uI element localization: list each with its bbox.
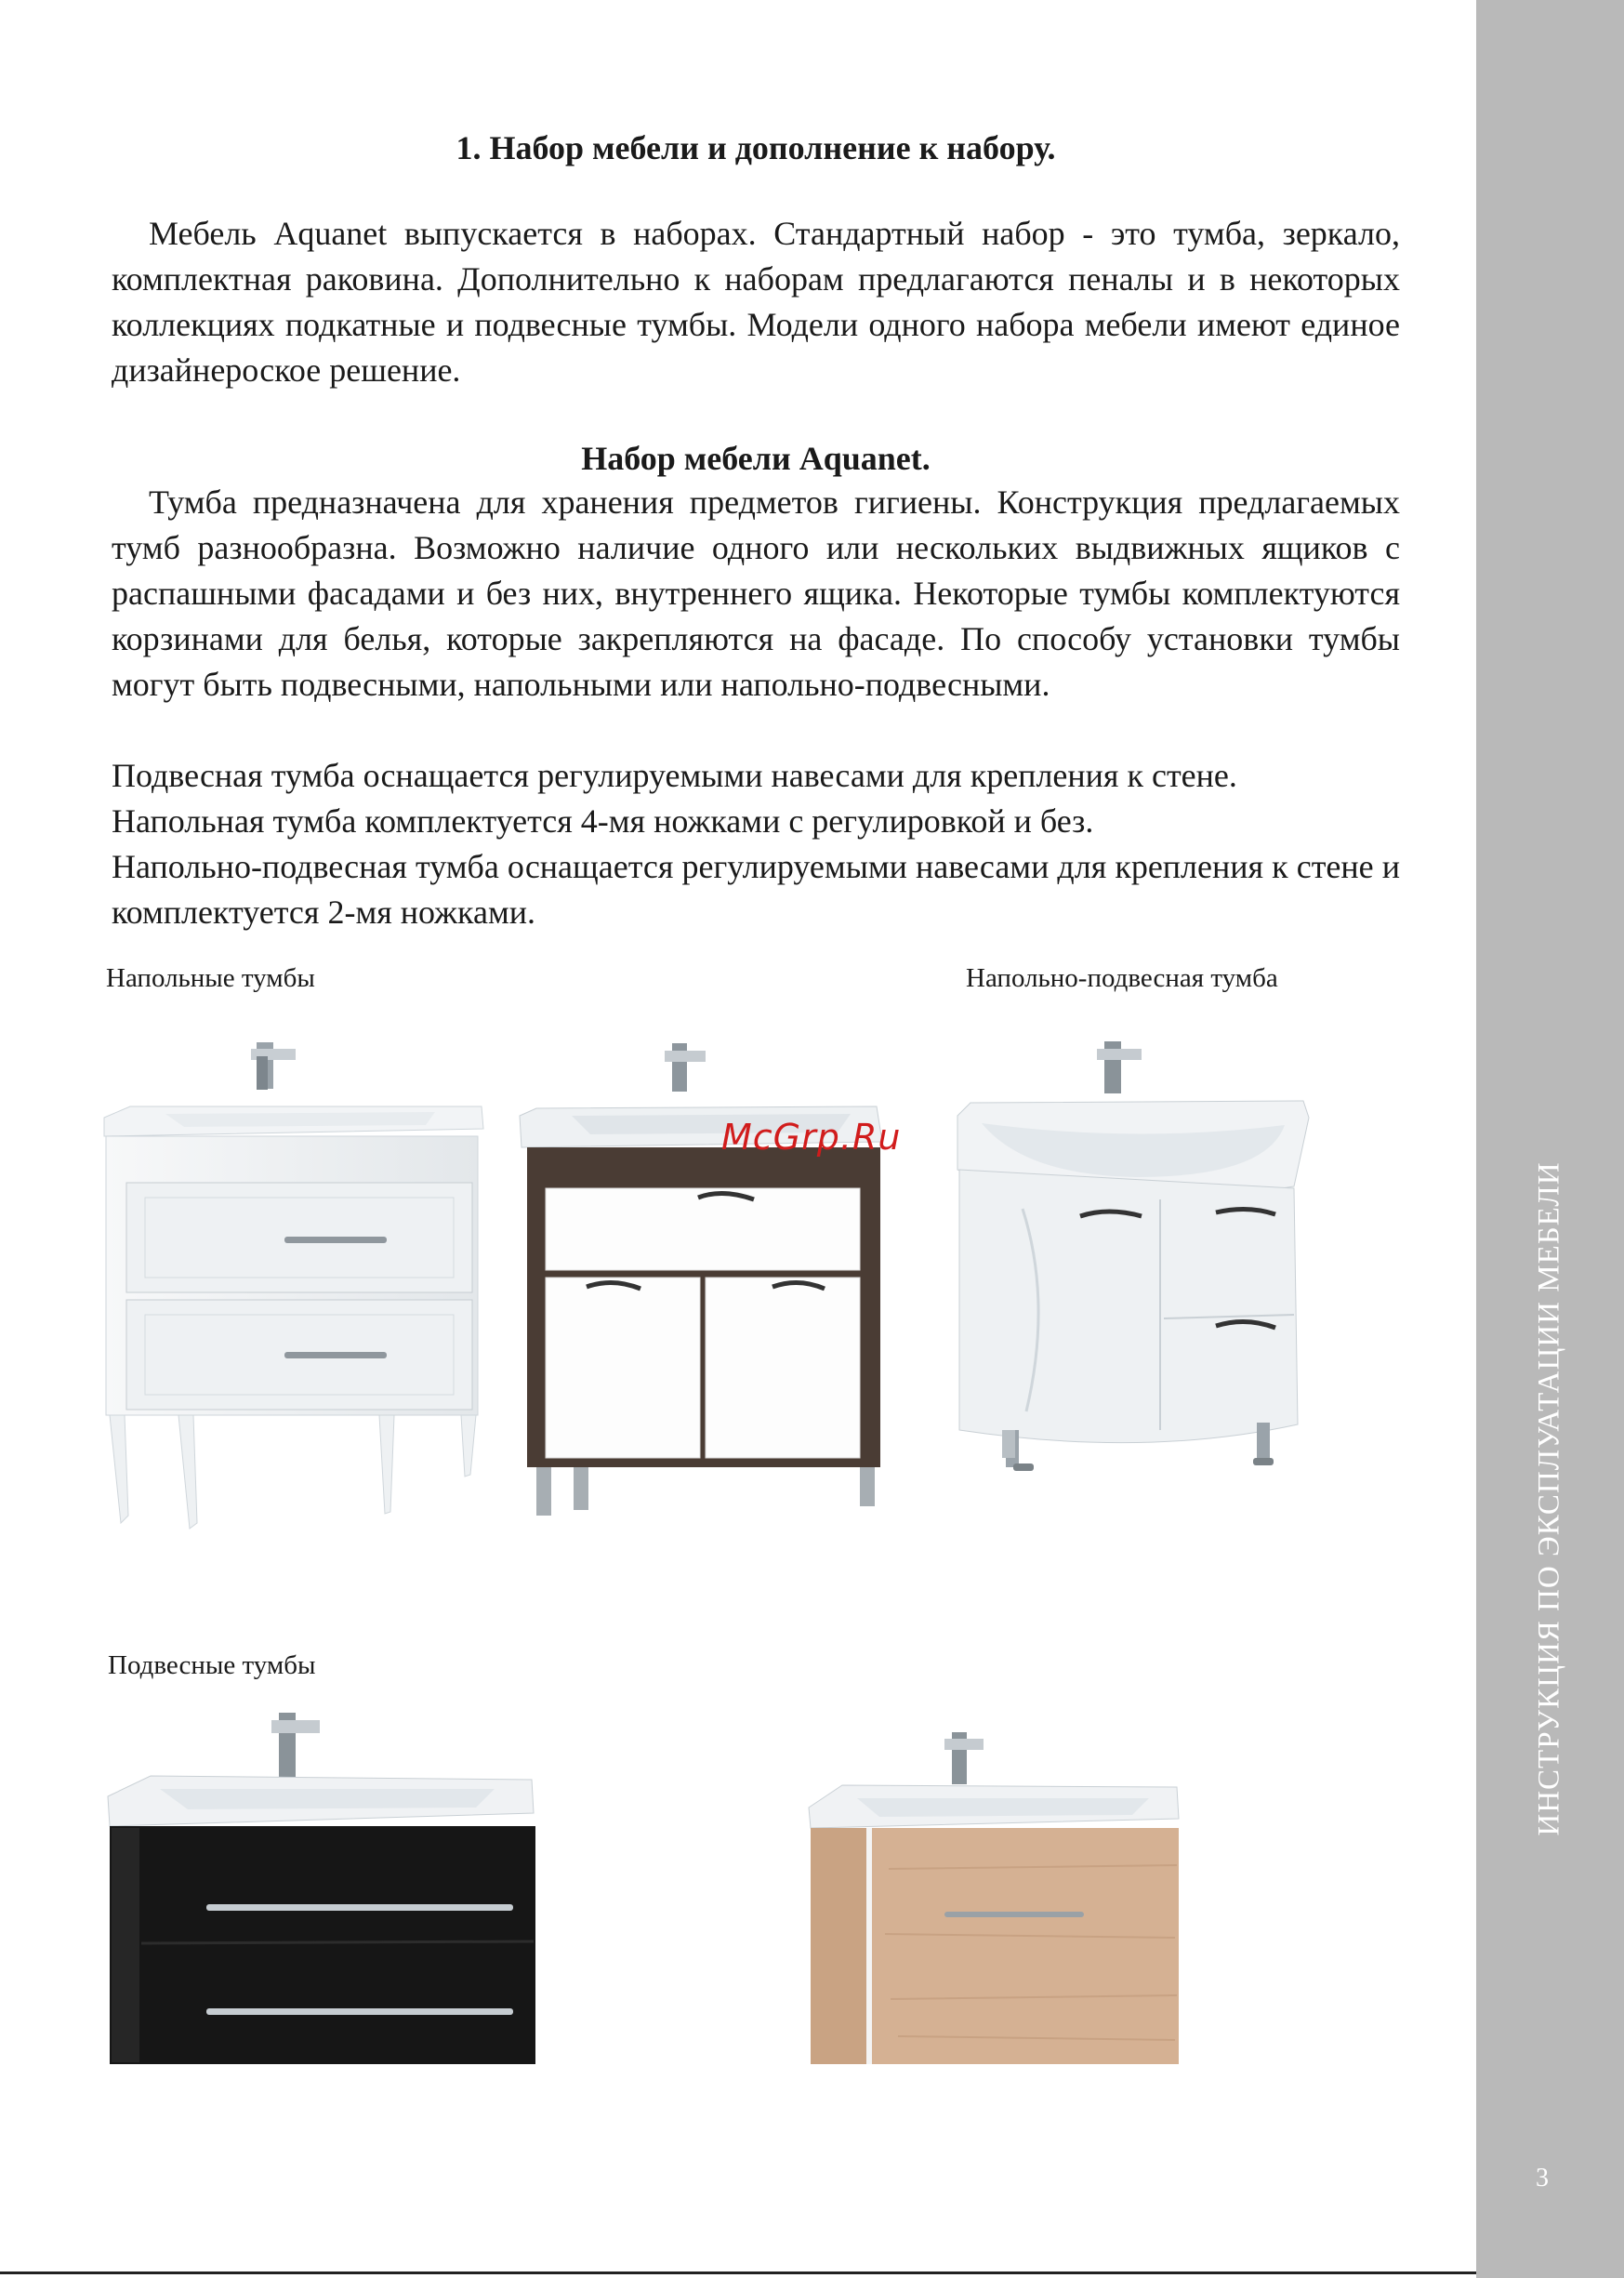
wenge-vanity-image xyxy=(516,1040,906,1532)
floor-cabinet-line: Напольная тумба комплектуется 4-мя ножками с регулировкой и без. xyxy=(112,802,1094,840)
wall-cabinet-line: Подвесная тумба оснащается регулируемыми навесами для крепления к стене. xyxy=(112,757,1237,794)
body-paragraph: Тумба предназначена для хранения предметов гигиены. Конструкция предлагаемых тумб разнообразна. Возможно наличие одного или нескольких выдвижных ящиков с распашными фасадами и без них, внутреннего ящика. Некоторые тумбы комплектуются корзинами для белья, которые закрепляются на фасаде. По способу установки тумбы могут быть подвесными, напольными или напольно-подвесными. xyxy=(112,483,1400,703)
black-wall-cabinet-image xyxy=(104,1711,541,2073)
bottom-rule xyxy=(0,2271,1476,2274)
combo-cabinet-line: Напольно-подвесная тумба оснащается регулируемыми навесами для крепления к стене и комплектуется 2-мя ножками. xyxy=(112,848,1400,931)
caption-wall: Подвесные тумбы xyxy=(108,1650,316,1680)
section-heading: 1. Набор мебели и дополнение к набору. xyxy=(456,129,1056,166)
caption-floor: Напольные тумбы xyxy=(106,963,315,993)
subsection-heading: Набор мебели Aquanet. xyxy=(581,440,931,477)
watermark: McGrp.Ru xyxy=(721,1117,902,1158)
caption-floor-wall: Напольно-подвесная тумба xyxy=(966,963,1278,993)
page-number: 3 xyxy=(1536,2164,1549,2192)
oak-wall-cabinet-image xyxy=(805,1729,1186,2073)
sidebar-title: ИНСТРУКЦИЯ ПО ЭКСПЛУАТАЦИИ МЕБЕЛИ xyxy=(1532,1161,1566,1836)
white-classic-vanity-image xyxy=(100,1040,491,1532)
curved-floor-wall-vanity-image xyxy=(950,1040,1322,1532)
sidebar-strip xyxy=(1476,0,1624,2278)
intro-paragraph: Мебель Aquanet выпускается в наборах. Стандартный набор - это тумба, зеркало, комплектная раковина. Дополнительно к наборам предлагаются пеналы и в некоторых коллекциях подкатные и подвесные тумбы. Модели одного набора мебели имеют единое дизайнероское решение. xyxy=(112,215,1400,389)
